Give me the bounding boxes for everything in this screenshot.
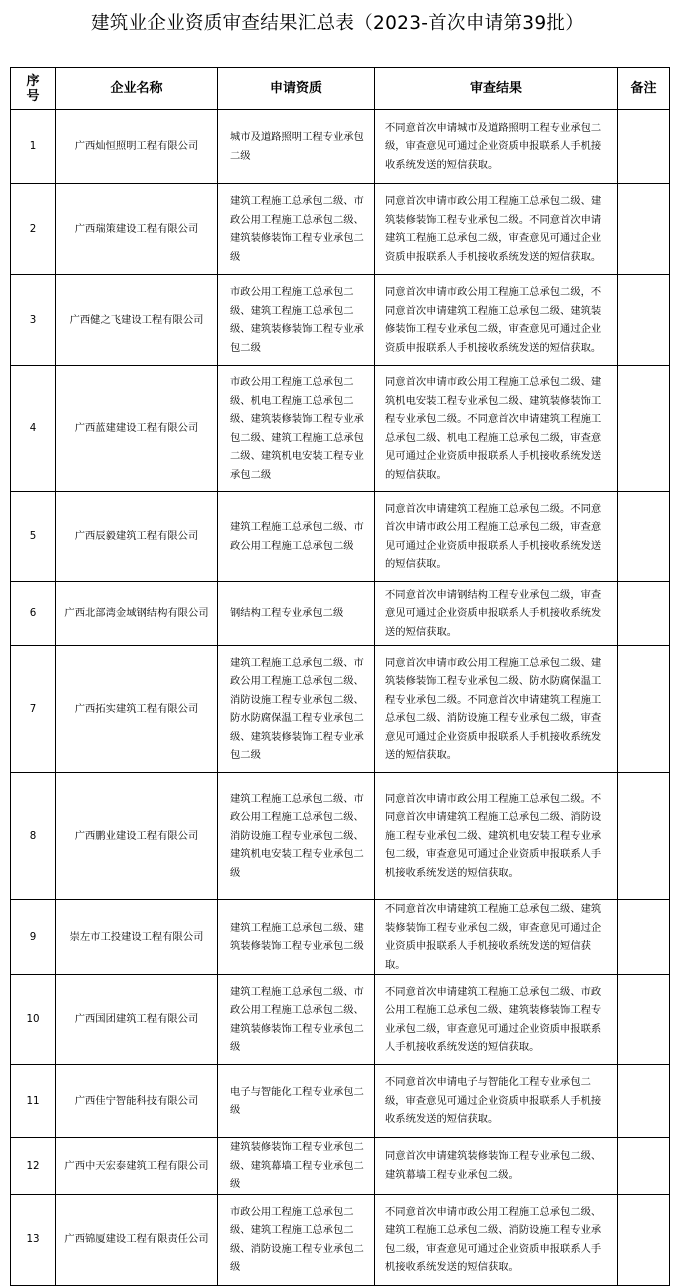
- header-seq: 序号: [11, 68, 56, 110]
- row-qualification: 建筑工程施工总承包二级、市政公用工程施工总承包二级、建筑装修装饰工程专业承包二级: [218, 975, 375, 1065]
- row-company: 广西蓝建建设工程有限公司: [56, 366, 218, 492]
- row-qualification: 建筑装修装饰工程专业承包二级、建筑幕墙工程专业承包二级: [218, 1138, 375, 1195]
- row-qualification: 建筑工程施工总承包二级、市政公用工程施工总承包二级: [218, 492, 375, 582]
- row-qualification: 电子与智能化工程专业承包二级: [218, 1065, 375, 1138]
- table-row: [11, 646, 670, 773]
- row-remark: [618, 646, 670, 773]
- row-seq: 4: [11, 366, 56, 492]
- row-qualification: 建筑工程施工总承包二级、市政公用工程施工总承包二级、消防设施工程专业承包二级、建筑机电安装工程专业承包二级: [218, 773, 375, 900]
- row-company: 广西鹏业建设工程有限公司: [56, 773, 218, 900]
- row-remark: [618, 900, 670, 975]
- row-company: 广西瑞策建设工程有限公司: [56, 184, 218, 275]
- row-company: 广西灿恒照明工程有限公司: [56, 110, 218, 184]
- row-remark: [618, 492, 670, 582]
- row-remark: [618, 110, 670, 184]
- table-row: [11, 1065, 670, 1138]
- table-row: [11, 110, 670, 184]
- row-company: 广西拓实建筑工程有限公司: [56, 646, 218, 773]
- row-qualification: 建筑工程施工总承包二级、市政公用工程施工总承包二级、消防设施工程专业承包二级、防水防腐保温工程专业承包二级、建筑装修装饰工程专业承包二级: [218, 646, 375, 773]
- row-qualification: 建筑工程施工总承包二级、市政公用工程施工总承包二级、建筑装修装饰工程专业承包二级: [218, 184, 375, 275]
- row-company: 广西北部湾金域钢结构有限公司: [56, 582, 218, 646]
- row-remark: [618, 1194, 670, 1285]
- row-qualification: 建筑工程施工总承包二级、建筑装修装饰工程专业承包二级: [218, 900, 375, 975]
- row-result: 同意首次申请市政公用工程施工总承包二级、建筑装修装饰工程专业承包二级、防水防腐保温工程专业承包二级。不同意首次申请建筑工程施工总承包二级、消防设施工程专业承包二级，审查意见可通过企业资质申报联系人手机接收系统发送的短信获取。: [375, 646, 618, 773]
- header-qualification: 申请资质: [218, 68, 375, 110]
- row-seq: 3: [11, 275, 56, 366]
- header-company: 企业名称: [56, 68, 218, 110]
- row-remark: [618, 1138, 670, 1195]
- row-result: 不同意首次申请建筑工程施工总承包二级、建筑装修装饰工程专业承包二级，审查意见可通过企业资质申报联系人手机接收系统发送的短信获取。: [375, 900, 618, 975]
- table-row: [11, 275, 670, 366]
- row-remark: [618, 275, 670, 366]
- row-qualification: 市政公用工程施工总承包二级、建筑工程施工总承包二级、建筑装修装饰工程专业承包二级: [218, 275, 375, 366]
- row-company: 广西锦厦建设工程有限责任公司: [56, 1194, 218, 1285]
- row-seq: 13: [11, 1194, 56, 1285]
- row-result: 同意首次申请市政公用工程施工总承包二级，不同意首次申请建筑工程施工总承包二级、建筑装修装饰工程专业承包二级，审查意见可通过企业资质申报联系人手机接收系统发送的短信获取。: [375, 275, 618, 366]
- page-title: 建筑业企业资质审查结果汇总表（2023-首次申请第39批）: [91, 13, 584, 34]
- row-company: 广西辰毅建筑工程有限公司: [56, 492, 218, 582]
- row-company: 广西佳宁智能科技有限公司: [56, 1065, 218, 1138]
- row-seq: 9: [11, 900, 56, 975]
- row-remark: [618, 975, 670, 1065]
- row-qualification: 城市及道路照明工程专业承包二级: [218, 110, 375, 184]
- row-seq: 1: [11, 110, 56, 184]
- row-company: 崇左市工投建设工程有限公司: [56, 900, 218, 975]
- row-result: 同意首次申请建筑装修装饰工程专业承包二级、建筑幕墙工程专业承包二级。: [375, 1138, 618, 1195]
- header-remark: 备注: [618, 68, 670, 110]
- row-seq: 5: [11, 492, 56, 582]
- row-company: 广西健之飞建设工程有限公司: [56, 275, 218, 366]
- row-seq: 12: [11, 1138, 56, 1195]
- row-qualification: 市政公用工程施工总承包二级、机电工程施工总承包二级、建筑装修装饰工程专业承包二级、建筑工程施工总承包二级、建筑机电安装工程专业承包二级: [218, 366, 375, 492]
- results-table: [10, 67, 670, 1286]
- row-result: 同意首次申请市政公用工程施工总承包二级。不同意首次申请建筑工程施工总承包二级、消防设施工程专业承包二级、建筑机电安装工程专业承包二级，审查意见可通过企业资质申报联系人手机接收系统发送的短信获取。: [375, 773, 618, 900]
- table-row: [11, 1194, 670, 1285]
- row-remark: [618, 582, 670, 646]
- table-row: [11, 773, 670, 900]
- row-qualification: 钢结构工程专业承包二级: [218, 582, 375, 646]
- row-seq: 8: [11, 773, 56, 900]
- table-row: [11, 900, 670, 975]
- table-row: [11, 582, 670, 646]
- row-remark: [618, 366, 670, 492]
- row-result: 不同意首次申请建筑工程施工总承包二级、市政公用工程施工总承包二级、建筑装修装饰工程专业承包二级，审查意见可通过企业资质申报联系人手机接收系统发送的短信获取。: [375, 975, 618, 1065]
- row-remark: [618, 184, 670, 275]
- row-seq: 11: [11, 1065, 56, 1138]
- table-row: [11, 975, 670, 1065]
- row-result: 不同意首次申请电子与智能化工程专业承包二级，审查意见可通过企业资质申报联系人手机接收系统发送的短信获取。: [375, 1065, 618, 1138]
- row-seq: 10: [11, 975, 56, 1065]
- row-result: 同意首次申请市政公用工程施工总承包二级、建筑机电安装工程专业承包二级、建筑装修装饰工程专业承包二级。不同意首次申请建筑工程施工总承包二级、机电工程施工总承包二级，审查意见可通过企业资质申报联系人手机接收系统发送的短信获取。: [375, 366, 618, 492]
- row-qualification: 市政公用工程施工总承包二级、建筑工程施工总承包二级、消防设施工程专业承包二级: [218, 1194, 375, 1285]
- row-result: 不同意首次申请城市及道路照明工程专业承包二级，审查意见可通过企业资质申报联系人手机接收系统发送的短信获取。: [375, 110, 618, 184]
- row-remark: [618, 1065, 670, 1138]
- row-seq: 6: [11, 582, 56, 646]
- row-seq: 7: [11, 646, 56, 773]
- row-result: 不同意首次申请钢结构工程专业承包二级，审查意见可通过企业资质申报联系人手机接收系统发送的短信获取。: [375, 582, 618, 646]
- row-seq: 2: [11, 184, 56, 275]
- row-result: 不同意首次申请市政公用工程施工总承包二级、建筑工程施工总承包二级、消防设施工程专业承包二级，审查意见可通过企业资质申报联系人手机接收系统发送的短信获取。: [375, 1194, 618, 1285]
- row-company: 广西中天宏泰建筑工程有限公司: [56, 1138, 218, 1195]
- table-row: [11, 366, 670, 492]
- row-result: 同意首次申请建筑工程施工总承包二级。不同意首次申请市政公用工程施工总承包二级，审查意见可通过企业资质申报联系人手机接收系统发送的短信获取。: [375, 492, 618, 582]
- table-row: [11, 1138, 670, 1195]
- row-company: 广西国团建筑工程有限公司: [56, 975, 218, 1065]
- table-row: [11, 184, 670, 275]
- header-result: 审查结果: [375, 68, 618, 110]
- row-remark: [618, 773, 670, 900]
- table-header-row: [11, 68, 670, 110]
- table-row: [11, 492, 670, 582]
- row-result: 同意首次申请市政公用工程施工总承包二级、建筑装修装饰工程专业承包二级。不同意首次申请建筑工程施工总承包二级，审查意见可通过企业资质申报联系人手机接收系统发送的短信获取。: [375, 184, 618, 275]
